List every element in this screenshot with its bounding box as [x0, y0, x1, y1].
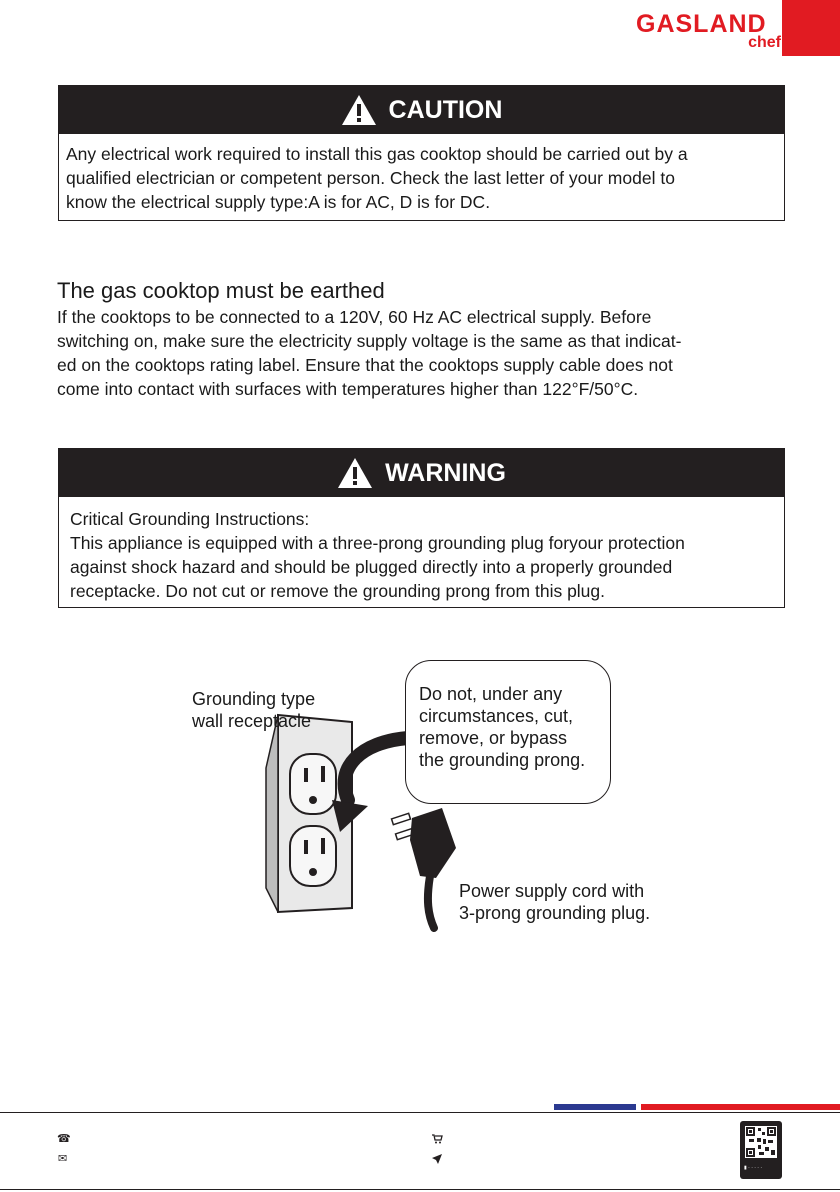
- earthing-text: [57, 305, 782, 401]
- phone-icon: ☎: [57, 1133, 71, 1145]
- brand-name: GASLAND: [636, 10, 767, 38]
- warning-triangle-icon: [337, 457, 373, 489]
- warning-line: This appliance is equipped with a three-prong grounding plug foryour protection: [70, 533, 685, 553]
- power-cord: [428, 876, 434, 928]
- caution-line: know the electrical supply type:A is for AC, D is for DC.: [66, 192, 491, 212]
- bottom-divider: [0, 1189, 840, 1190]
- outlet-lower: [290, 826, 336, 886]
- warning-header: [59, 449, 784, 497]
- earthing-line: ed on the cooktops rating label. Ensure that the cooktops supply cable does not: [57, 355, 673, 375]
- caution-box: [58, 85, 785, 221]
- warning-triangle-icon: [341, 94, 377, 126]
- cord-label: Power supply cord with 3-prong grounding plug.: [459, 881, 651, 923]
- cart-icon: [432, 1134, 443, 1147]
- earthing-line: come into contact with surfaces with temperatures higher than 122°F/50°C.: [57, 379, 639, 399]
- location-arrow-icon: [432, 1154, 442, 1167]
- qr-code-icon: ▮ · · · · ·: [740, 1121, 782, 1179]
- warning-box: [58, 448, 785, 608]
- footer-divider: [0, 1112, 840, 1113]
- caution-line: qualified electrician or competent person. Check the last letter of your model to: [66, 168, 675, 188]
- insert-arrow: [345, 738, 408, 800]
- footer-red-bar: [641, 1104, 840, 1110]
- footer-blue-bar: [554, 1104, 636, 1110]
- earthing-line: If the cooktops to be connected to a 120V, 60 Hz AC electrical supply. Before: [57, 307, 652, 327]
- warning-line: Critical Grounding Instructions:: [70, 509, 310, 529]
- warning-line: receptacke. Do not cut or remove the grounding prong from this plug.: [70, 581, 606, 601]
- caution-header: [59, 86, 784, 134]
- header-red-tab: [782, 0, 840, 56]
- plug-body: [410, 808, 456, 878]
- warning-title: WARNING: [385, 458, 506, 487]
- brand-logo: [636, 8, 786, 54]
- brand-subname: chef: [748, 34, 781, 51]
- caution-line: Any electrical work required to install this gas cooktop should be carried out by a: [66, 144, 688, 164]
- caution-text: [59, 134, 784, 220]
- warning-bubble: Do not, under any circumstances, cut, remove, or bypass the grounding prong.: [405, 660, 611, 804]
- plug-prong: [392, 813, 411, 824]
- mail-icon: ✉: [58, 1153, 68, 1165]
- warning-line: against shock hazard and should be plugged directly into a properly grounded: [70, 557, 673, 577]
- earthing-line: switching on, make sure the electricity supply voltage is the same as that indicat-: [57, 331, 682, 351]
- warning-text: [59, 497, 784, 609]
- caution-title: CAUTION: [388, 95, 503, 124]
- earthing-title: The gas cooktop must be earthed: [57, 278, 385, 303]
- receptacle-label: Grounding type wall receptacle: [192, 689, 316, 731]
- outlet-upper: [290, 754, 336, 814]
- grounding-figure: [180, 650, 700, 940]
